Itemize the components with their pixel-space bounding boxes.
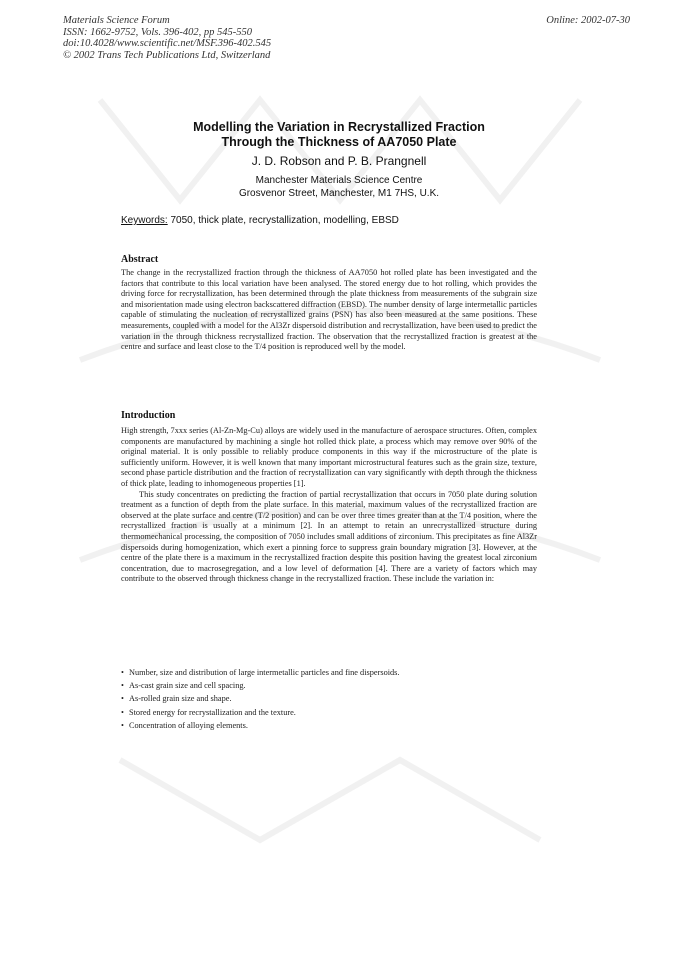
authors: J. D. Robson and P. B. Prangnell: [251, 154, 427, 168]
paper-title: [0, 120, 678, 150]
affiliation-line-1: Manchester Materials Science Centre: [255, 175, 423, 186]
list-item: • Stored energy for recrystallization and the texture.: [121, 706, 537, 719]
abstract-text: The change in the recrystallized fraction through the thickness of AA7050 hot rolled plate has been investigated and the factors that contribute to this local variation have been analysed. The stored energy due to hot rolling, which provides the driving force for recrystallization, has been determined through the plate thickness from measurements of the subgrain size and misorientation made using electron backscattered diffraction (EBSD). The number density of large intermetallic particles capable of stimulating the nucleation of recrystallized grains (PSN) has also been measured at the same positions. These measurements, coupled with a model for the Al3Zr dispersoid distribution and recrystallization, have been used to predict the variation in the through thickness recrystallized fraction. The observation that the recrystallized fraction is greatest at the centre and surface and least close to the T/4 position is reproduced well by the model.: [121, 268, 537, 352]
introduction-heading: Introduction: [121, 410, 176, 421]
intro-paragraph-2: This study concentrates on predicting the fraction of partial recrystallization that occurs in 7050 plate during solution treatment as a function of depth from the plate surface. In this material, maximum values of the recrystallized fraction are observed at the plate surface and centre (T/2 position) and can be over three times greater than at the T/4 position, where the recrystallized fraction is usually at a minimum [2]. In an attempt to retain an unrecrystallized structure during thermomechanical processing, the composition of 7050 includes small additions of zirconium. This precipitates as fine Al3Zr dispersoids during homogenization, which exert a pinning force to suppress grain boundary migration [3]. However, at the centre of the plate there is a maximum in the recrystallized fraction despite this position having the greatest local zirconium concentration, due to macrosegregation, and a low level of deformation [4]. There are a variety of factors which may contribute to the observed through thickness change in the recrystallized fraction. These include the variation in:: [121, 489, 537, 584]
copyright-line: © 2002 Trans Tech Publications Ltd, Switzerland: [63, 49, 271, 61]
abstract-body: [121, 268, 537, 353]
list-item: • As-rolled grain size and shape.: [121, 692, 537, 705]
affiliation-line-2: Grosvenor Street, Manchester, M1 7HS, U.K.: [238, 188, 440, 199]
list-item: • Concentration of alloying elements.: [121, 719, 537, 732]
keywords-text: 7050, thick plate, recrystallization, modelling, EBSD: [167, 215, 399, 226]
keywords-label: Keywords:: [121, 215, 168, 226]
title-line-2: Through the Thickness of AA7050 Plate: [221, 135, 457, 149]
factor-list: [121, 666, 537, 732]
journal-header: [63, 15, 271, 61]
online-date: Online: 2002-07-30: [546, 15, 630, 26]
journal-name: Materials Science Forum: [63, 15, 170, 26]
affiliation: [0, 174, 678, 200]
introduction-body: [121, 426, 537, 585]
keywords: [121, 215, 399, 226]
list-item: • As-cast grain size and cell spacing.: [121, 679, 537, 692]
issn-line: ISSN: 1662-9752, Vols. 396-402, pp 545-550: [63, 26, 252, 38]
abstract-heading: Abstract: [121, 254, 159, 265]
intro-paragraph-1: High strength, 7xxx series (Al-Zn-Mg-Cu) alloys are widely used in the manufacture of aerospace structures. Often, complex components are manufactured by machining a single hot rolled thick plate, a process which may remove over 90% of the original material. It is only possible to reliably produce components in this way if the microstructure of the plate is sufficiently uniform. However, it is well known that many important microstructural features such as the grain size, texture, second phase particle distribution and the fraction of recrystallization can vary significantly with depth through the thickness of thick plate, leading to inhomogeneous properties [1].: [121, 426, 537, 488]
list-item: • Number, size and distribution of large intermetallic particles and fine dispersoids.: [121, 666, 537, 679]
title-line-1: Modelling the Variation in Recrystallized Fraction: [193, 120, 485, 134]
doi-link[interactable]: doi:10.4028/www.scientific.net/MSF.396-402.545: [63, 38, 272, 49]
